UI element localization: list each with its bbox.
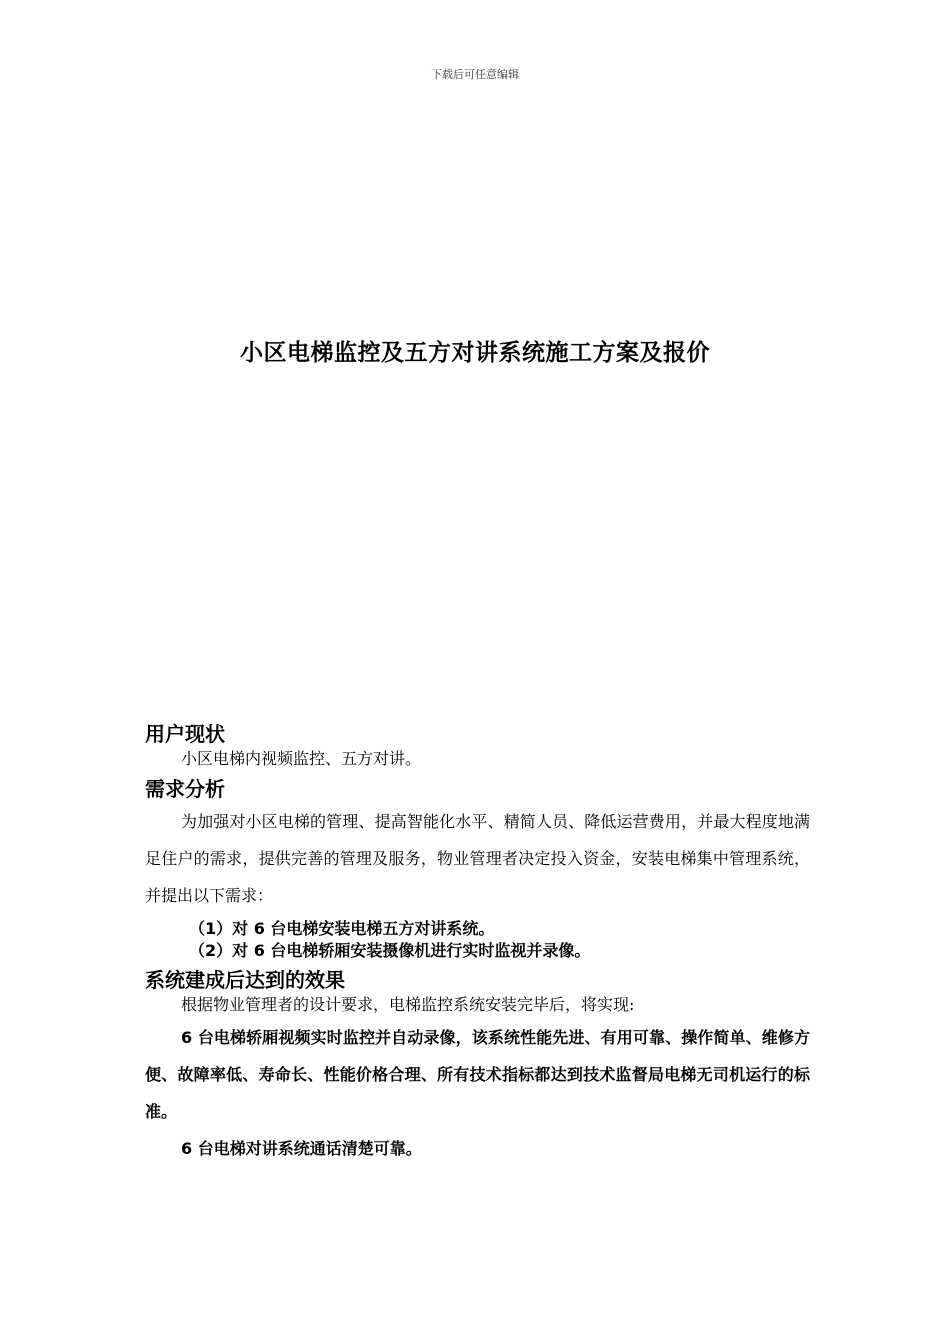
document-title: 小区电梯监控及五方对讲系统施工方案及报价 xyxy=(240,340,710,366)
effects-intro: 根据物业管理者的设计要求，电梯监控系统安装完毕后，将实现: xyxy=(181,995,635,1014)
needs-item-1: （1）对 6 台电梯安装电梯五方对讲系统。 xyxy=(189,919,495,938)
needs-item-2: （2）对 6 台电梯轿厢安装摄像机进行实时监视并录像。 xyxy=(189,941,591,960)
section-heading-needs: 需求分析 xyxy=(145,777,225,801)
effects-paragraph-2: 6 台电梯对讲系统通话清楚可靠。 xyxy=(181,1139,422,1158)
status-text: 小区电梯内视频监控、五方对讲。 xyxy=(181,749,422,768)
needs-text: 为加强对小区电梯的管理、提高智能化水平、精简人员、降低运营费用，并最大程度地满足住户的需求，提供完善的管理及服务，物业管理者决定投入资金，安装电梯集中管理系统，并提出以下需求： xyxy=(145,812,810,905)
document-body xyxy=(145,720,810,1167)
header-note: 下载后可任意编辑 xyxy=(431,68,519,81)
section-heading-effects: 系统建成后达到的效果 xyxy=(145,968,345,992)
section-heading-status: 用户现状 xyxy=(145,722,225,746)
effects-paragraph-1: 6 台电梯轿厢视频实时监控并自动录像，该系统性能先进、有用可靠、操作简单、维修方便、故障率低、寿命长、性能价格合理、所有技术指标都达到技术监督局电梯无司机运行的标准。 xyxy=(145,1028,810,1121)
